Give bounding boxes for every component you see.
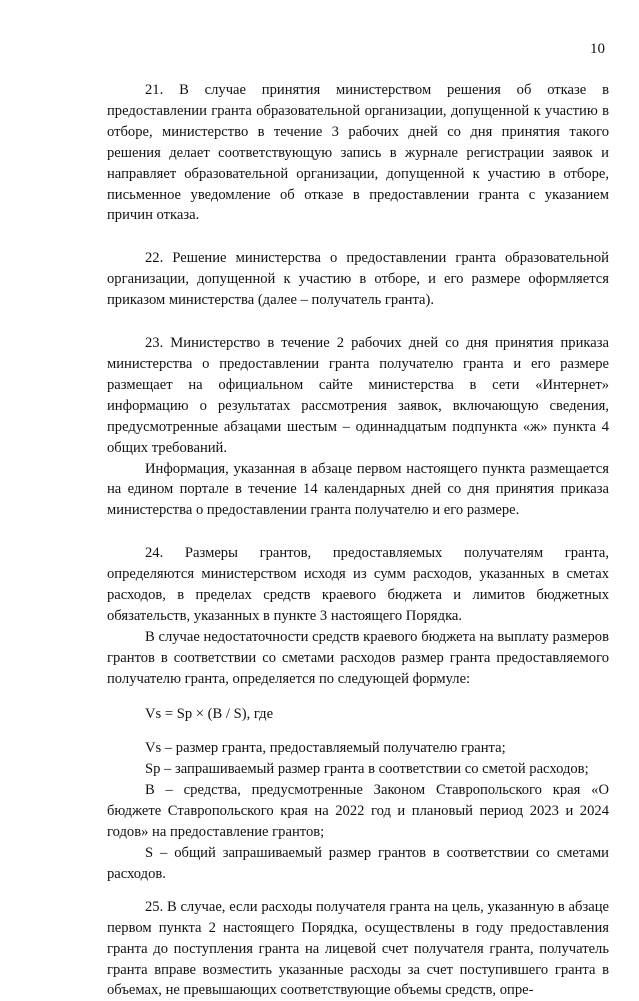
paragraph-24-shortage: В случае недостаточности средств краевого бюджета на выплату размеров грантов в соответствии со сметами расходов размер гранта предоставляемого получателю гранта, определяется по следующей формуле: (107, 628, 609, 687)
paragraph-22: 22. Решение министерства о предоставлении гранта образовательной организации, допущенной к участию в отборе, и его размере оформляется приказом министерства (далее – получатель гранта). (107, 250, 609, 309)
paragraph-24: 24. Размеры грантов, предоставляемых получателям гранта, определяются министерством исходя из сумм расходов, указанных в сметах расходов, в пределах средств краевого бюджета и лимитов бюджетных обязательств, указанных в пункте 3 настоящего Порядка. (107, 545, 609, 624)
paragraph-23-info: Информация, указанная в абзаце первом настоящего пункта размещается на едином портале в течение 14 календарных дней со дня принятия приказа министерства о предоставлении гранта получателю и его размере. (107, 460, 609, 519)
definition-sp: Sp – запрашиваемый размер гранта в соответствии со сметой расходов; (145, 761, 589, 778)
paragraph-23: 23. Министерство в течение 2 рабочих дней со дня принятия приказа министерства о предоставлении гранта получателю гранта и его размере размещает на официальном сайте министерства в сети «Интернет» информацию о результатах рассмотрения заявок, включающую сведения, предусмотренные абзацами шестым – одиннадцатым подпункта «ж» пункта 4 общих требований. (107, 335, 609, 456)
paragraph-25: 25. В случае, если расходы получателя гранта на цель, указанную в абзаце первом пункта 2 настоящего Порядка, осуществлены в году предоставления гранта до поступления гранта на лицевой счет получателя гранта, получатель гранта вправе возместить указанные расходы за счет поступившего гранта в объемах, не превышающих соответствующие объемы средств, опре- (107, 898, 609, 999)
paragraph-21: 21. В случае принятия министерством решения об отказе в предоставлении гранта образовательной организации, допущенной к участию в отборе, министерство в течение 3 рабочих дней со дня принятия такого решения делает соответствующую запись в журнале регистрации заявок и направляет образовательной организации, допущенной к участию в отборе, письменное уведомление об отказе в предоставлении гранта с указанием причин отказа. (107, 82, 609, 224)
definition-b: B – средства, предусмотренные Законом Ставропольского края «О бюджете Ставропольского края на 2022 год и плановый период 2023 и 2024 годов» на предоставление грантов; (107, 782, 609, 841)
definition-vs: Vs – размер гранта, предоставляемый получателю гранта; (145, 740, 506, 757)
formula: Vs = Sp × (B / S), где (145, 705, 274, 722)
document-body (107, 80, 609, 1001)
definition-s: S – общий запрашиваемый размер грантов в соответствии со сметами расходов. (107, 845, 609, 882)
page-number: 10 (590, 41, 605, 57)
